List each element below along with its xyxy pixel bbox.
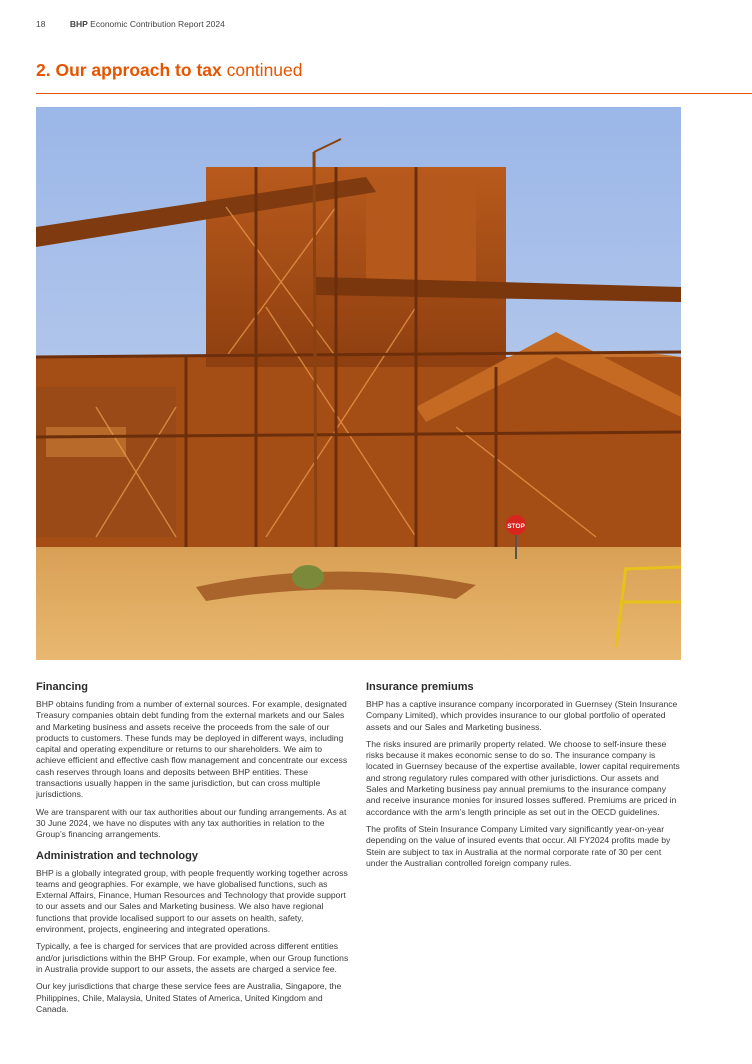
- report-title: Economic Contribution Report 2024: [90, 19, 225, 29]
- insurance-paragraph: The profits of Stein Insurance Company Limited vary significantly year-on-year depending on the value of insured events that occur. All FY2024 profits made by Stein are subject to tax in Australia at the normal corporate rate of 30 per cent under the Australian controlled foreign company rules.: [366, 823, 671, 868]
- running-header: [36, 19, 225, 29]
- insurance-paragraph: The risks insured are primarily property related. We choose to self-insure these risks because it makes economic sense to do so. The insurance company is located in Guernsey because of the expertise available, lower capital requirements and strong regulatory rules compared with other jurisdictions. Our assets and Sales and Marketing business pay annual premiums to the insurance company and receive insurance monies for insured losses suffered. Premiums are priced in accordance with the arm’s length principle as set out in the OECD guidelines.: [366, 738, 680, 817]
- brand-name: BHP: [69, 19, 88, 29]
- mine-processing-plant-photo: [36, 107, 681, 660]
- admin-paragraph: Typically, a fee is charged for services that are provided across different entities and/or jurisdictions within the BHP Group. For example, when our Group functions in Australia provide support to our assets, the assets are charged a service fee.: [36, 941, 349, 974]
- admin-paragraph: Our key jurisdictions that charge these service fees are Australia, Singapore, the Philippines, Chile, Malaysia, United States of America, United Kingdom and Canada.: [36, 981, 342, 1014]
- title-divider: [36, 93, 752, 94]
- section-title-text: 2. Our approach to tax: [36, 60, 222, 80]
- admin-paragraph: BHP is a globally integrated group, with people frequently working together across teams and geographies. For example, we have globalised functions, such as External Affairs, Finance, Human Resources and Technology that provide support to our assets and our Sales and Marketing business. We also have regional functions that provide localised support to our assets on health, safety, environment, projects, engineering and integrated operations.: [36, 867, 348, 935]
- financing-heading: Financing: [36, 681, 88, 693]
- insurance-paragraph: BHP has a captive insurance company incorporated in Guernsey (Stein Insurance Company Limited), which provides insurance to our global portfolio of operated assets and our Sales and Marketing business.: [366, 699, 678, 732]
- right-column: [366, 680, 681, 875]
- section-continued-label: continued: [226, 60, 303, 80]
- page-number: 18: [36, 19, 46, 29]
- admin-heading: Administration and technology: [36, 849, 198, 862]
- section-title: [36, 60, 303, 81]
- stop-sign-text: STOP: [507, 523, 525, 530]
- financing-paragraph: BHP obtains funding from a number of external sources. For example, designated Treasury companies obtain debt funding from the external markets and our Sales and Marketing business and assets receive the proceeds from the sale of our products to customers. These funds may be deployed in different ways, including capital and operating expenditure or returns to our shareholders. We aim to achieve efficient and effective cash flow management and concentrate our excess cash reserves through loans and deposits between BHP entities. These transactions usually happen in the same jurisdiction, but can cross multiple jurisdictions.: [36, 699, 348, 800]
- left-column: [36, 680, 351, 1021]
- insurance-heading: Insurance premiums: [366, 681, 474, 693]
- photo-illustration: [36, 107, 681, 660]
- financing-paragraph: We are transparent with our tax authorities about our funding arrangements. As at 30 June 2024, we have no disputes with any tax authorities in relation to the Group’s financing arrangements.: [36, 806, 347, 840]
